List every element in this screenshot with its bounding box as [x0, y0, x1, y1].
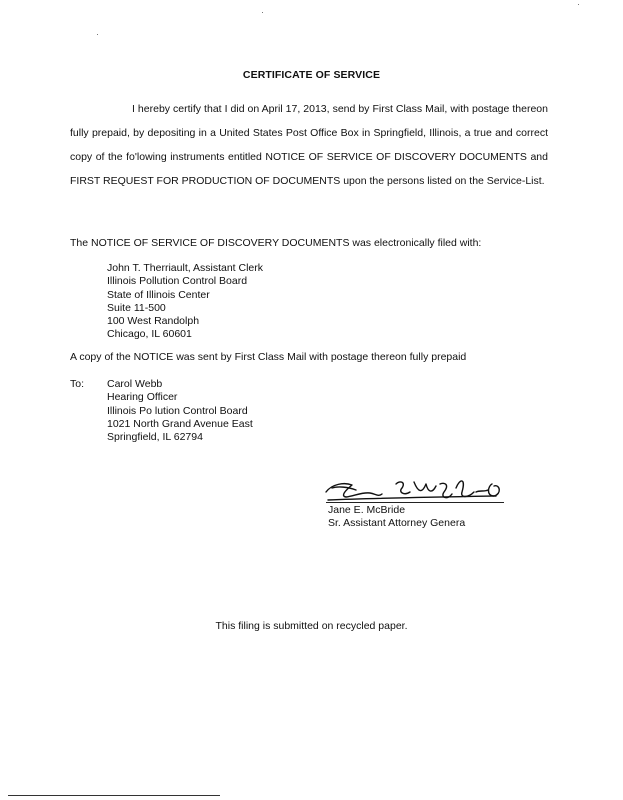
signature-line — [326, 502, 504, 503]
address-line: Springfield, IL 62794 — [107, 431, 203, 444]
filed-statement: The NOTICE OF SERVICE OF DISCOVERY DOCUMENTS was electronically filed with: — [70, 237, 482, 249]
scan-speck — [97, 34, 98, 35]
address-line: Suite 11-500 — [107, 301, 166, 314]
footer-rule — [8, 795, 220, 796]
address-line: Illinois Po lution Control Board — [107, 404, 248, 417]
signer-name: Jane E. McBride — [328, 504, 406, 516]
address-line: Illinois Pollution Control Board — [107, 275, 248, 288]
address-line: Carol Webb — [107, 378, 163, 390]
address-line: 100 West Randolph — [107, 315, 200, 328]
recipient-address-block — [107, 378, 253, 444]
to-label: To: — [70, 378, 85, 390]
address-line: Chicago, IL 60601 — [107, 328, 192, 341]
recycled-paper-note: This filing is submitted on recycled paper. — [215, 620, 408, 632]
address-line: 1021 North Grand Avenue East — [107, 417, 253, 430]
address-line: State of Illinois Center — [107, 288, 210, 301]
page-title: CERTIFICATE OF SERVICE — [242, 69, 381, 81]
handwritten-signature — [318, 470, 508, 506]
signer-title: Sr. Assistant Attorney Genera — [328, 517, 466, 530]
signer-block — [328, 504, 465, 531]
clerk-address-block — [107, 262, 263, 342]
mail-statement: A copy of the NOTICE was sent by First Class Mail with postage thereon fully prepaid — [70, 351, 467, 363]
address-line: John T. Therriault, Assistant Clerk — [107, 262, 264, 274]
certification-text: I hereby certify that I did on April 17, 2013, send by First Class Mail, with postage thereon fully prepaid, by depositing in a United States Post Office Box in Springfield, Illinois, a true and correct copy of the fo'lowing instruments entitled NOTICE OF SERVICE OF DISCOVERY DOCUMENTS and FIRST REQUEST FOR PRODUCTION OF DOCUMENTS upon the persons listed on the Service-List. — [70, 103, 548, 187]
address-line: Hearing Officer — [107, 391, 178, 404]
certification-paragraph — [70, 97, 548, 193]
scan-speck — [262, 12, 263, 13]
scan-speck — [578, 4, 579, 5]
